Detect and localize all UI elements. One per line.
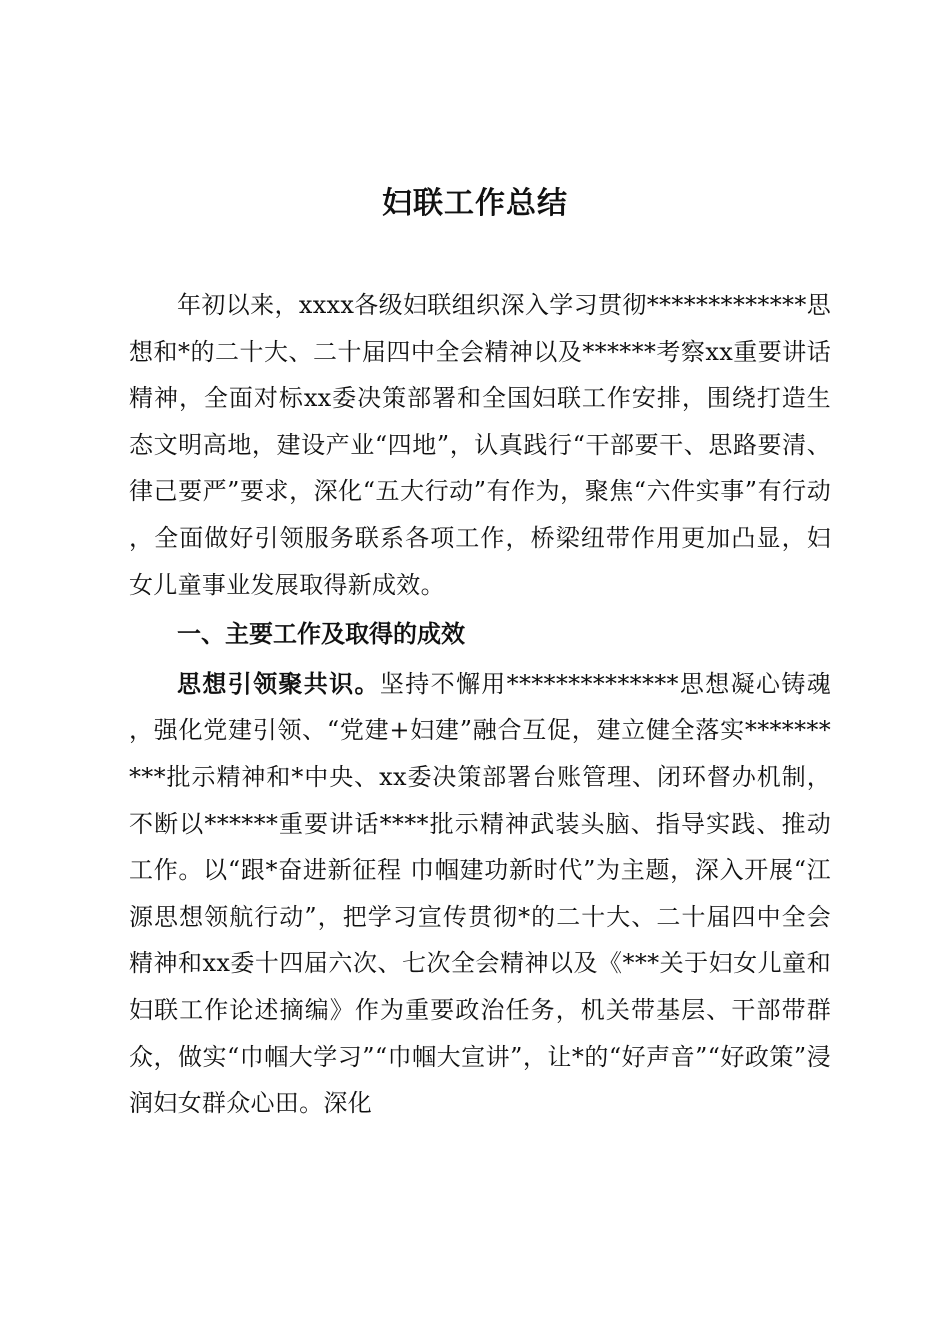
section-lead: 思想引领聚共识。 — [177, 669, 380, 698]
document-body — [129, 282, 831, 1127]
section-body: 坚持不懈用**************思想凝心铸魂，强化党建引领、“党建+妇建”融合互促，建立健全落实**********批示精神和*中央、xx委决策部署台账管理、闭环督办机制，不断以******重要讲话****批示精神武装头脑、指导实践、推动工作。以“跟*奋进新征程 巾帼建功新时代”为主题，深入开展“江源思想领航行动”，把学习宣传贯彻*的二十大、二十届四中全会精神和xx委十四届六次、七次全会精神以及《***关于妇女儿童和妇联工作论述摘编》作为重要政治任务，机关带基层、干部带群众，做实“巾帼大学习”“巾帼大宣讲”，让*的“好声音”“好政策”浸润妇女群众心田。深化 — [129, 669, 832, 1118]
section-paragraph — [129, 661, 831, 1127]
intro-paragraph: 年初以来，xxxx各级妇联组织深入学习贯彻*************思想和*的二十大、二十届四中全会精神以及******考察xx重要讲话精神，全面对标xx委决策部署和全国妇联工作安排，围绕打造生态文明高地，建设产业“四地”，认真践行“干部要干、思路要清、律己要严”要求，深化“五大行动”有作为，聚焦“六件实事”有行动，全面做好引领服务联系各项工作，桥梁纽带作用更加凸显，妇女儿童事业发展取得新成效。 — [129, 291, 831, 599]
section-heading: 一、主要工作及取得的成效 — [177, 620, 465, 649]
document-title: 妇联工作总结 — [382, 186, 568, 221]
